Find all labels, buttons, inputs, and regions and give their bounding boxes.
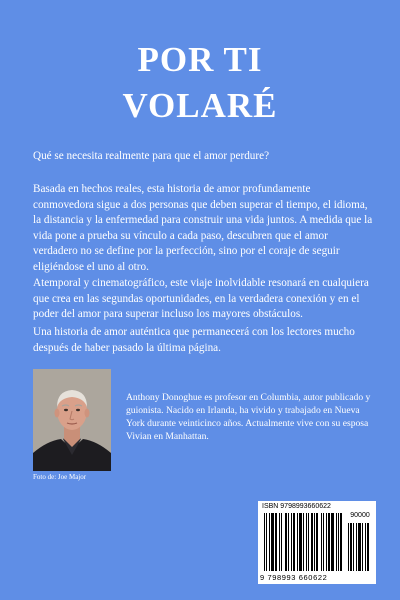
barcode-addon-number: 90000 — [350, 512, 370, 519]
barcode-digits: 9 798993 660622 — [260, 573, 328, 582]
isbn-barcode — [258, 501, 376, 584]
barcode-bars-main — [264, 513, 342, 571]
barcode-bars-addon — [348, 523, 372, 571]
book-title-line-2: VOLARÉ — [122, 86, 278, 125]
book-title-line-1: POR TI — [137, 40, 263, 79]
photo-credit: Foto de: Joe Major — [33, 473, 87, 481]
blurb-paragraph-2: Atemporal y cinematográfico, este viaje inolvidable resonará en cualquiera que crea en las segundas oportunidades, en la verdadera conexión y en el poder del amor para superar incluso los mayores obstáculos. — [33, 277, 369, 320]
author-portrait-icon — [33, 369, 111, 471]
blurb-question: Qué se necesita realmente para que el amor perdure? — [33, 150, 270, 162]
author-bio: Anthony Donoghue es profesor en Columbia, autor publicado y guionista. Nacido en Irlanda, ha vivido y trabajado en Nueva York durante veinticinco años. Actualmente vive con su esposa Vivian en Manhattan. — [126, 392, 371, 442]
blurb-paragraph-3: Una historia de amor auténtica que permanecerá con los lectores mucho después de haber pasado la última página. — [33, 326, 355, 354]
blurb-paragraph-1: Basada en hechos reales, esta historia de amor profundamente conmovedora sigue a dos personas que deben superar el tiempo, el idioma, la distancia y la enfermedad para construir una vida juntos. A medida que la vida pone a prueba su vínculo a cada paso, descubren que el amor verdadero no se define por la perfección, sino por el coraje de seguir eligiéndose el uno al otro. — [33, 183, 373, 273]
isbn-label: ISBN 9798993660622 — [262, 503, 331, 510]
author-photo — [33, 369, 111, 471]
